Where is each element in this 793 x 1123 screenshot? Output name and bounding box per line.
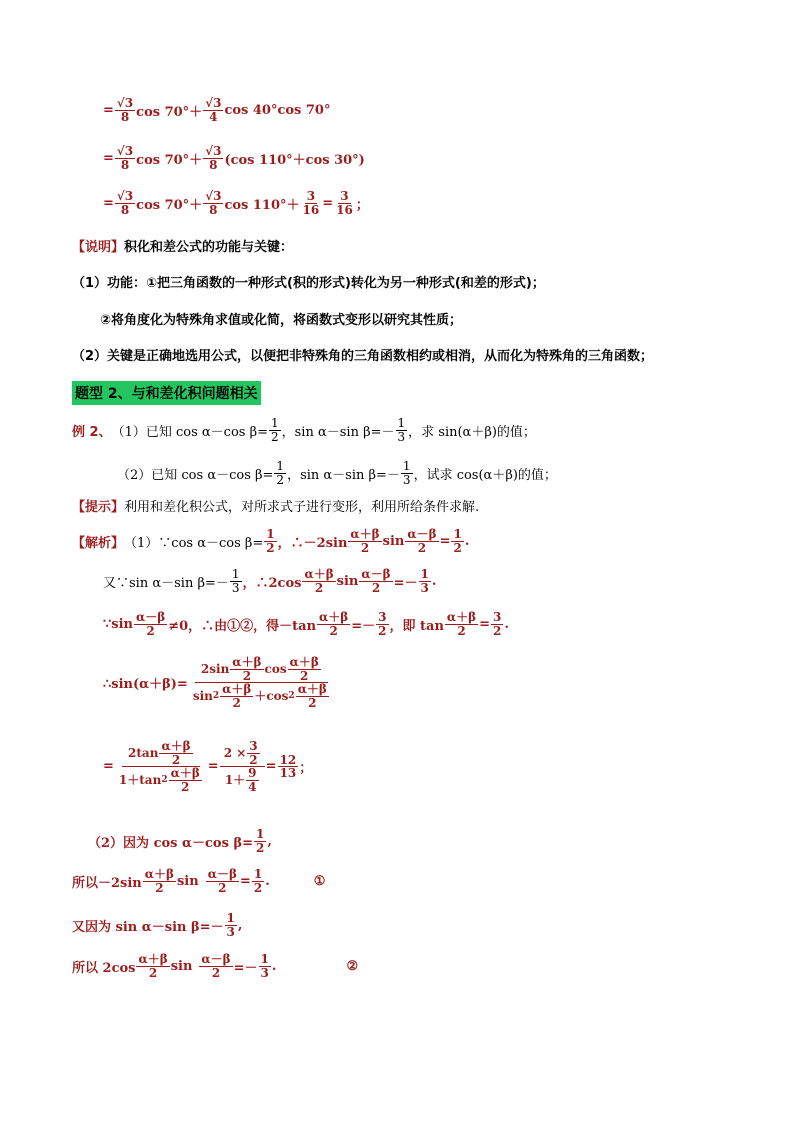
fraction-sqrt3-over-8: $\frac{√3}{8}$ [116,144,134,172]
fraction-alpha-minus-beta-over-2: $\frac{\alpha-\beta}{2}$ [361,567,391,595]
term-cos70: cos 70°＋ [136,197,203,213]
hint-bracket: 【提示】 [72,500,125,515]
fraction-sqrt3-over-8: $\frac{√3}{8}$ [116,189,134,217]
part2-line-2: 所以－2sin α＋β 2 sin $\frac{\alpha-\beta}{2}$ = $\frac{1}{2}$ . ① [72,867,326,895]
fraction-1-over-2: $\frac{1}{2}$ [266,527,275,555]
equation-marker-2: ② [346,958,359,974]
fraction-1-over-2: $\frac{1}{2}$ [276,459,285,487]
section-title [72,381,261,405]
fraction-1-over-3: 1 3 [231,567,240,595]
fraction-sqrt3-over-8: √3 8 [205,144,222,172]
fraction-alpha-minus-beta-over-2: $\frac{\alpha-\beta}{2}$ [201,952,231,980]
part2-line-4: 所以 2cos α＋β 2 sin $\frac{\alpha-\beta}{2}$ =－ 1 3 . ② [72,952,359,980]
formula-line-2 [103,145,365,171]
fraction-sqrt3-over-8: $\frac{√3}{8}$ [116,96,134,124]
fraction-alpha-plus-beta-over-2: α＋β 2 [161,739,191,767]
hint-line [72,496,479,515]
fraction-1-over-3: 1 3 [260,952,269,980]
formula-line-1 [103,97,330,123]
solution-line-4: ∴sin(α＋β)= 2sin α＋β 2 cos α＋β 2 sin 2 α＋β 2 ＋cos 2 α＋β 2 [103,656,335,709]
big-fraction-numeric: 2 × $\frac{3}{2}$ 1＋ 9 4 [220,740,265,793]
fraction-alpha-plus-beta-over-2: α＋β 2 [304,567,334,595]
fraction-alpha-plus-beta-over-2: α＋β 2 [222,682,252,710]
term-cos70: cos 70°＋ [136,104,203,120]
equals-sign: = [322,195,334,211]
solution-line-3: ∵sin α－β 2 ≠0，∴由①②，得－tan $\frac{\alpha+\beta}{2}$ =－ 3 2 ，即 tan $\frac{\alpha+\beta}{2}$ = $\frac{3}{2}$ . [103,610,509,638]
note-text: 积化和差公式的功能与关键： [124,240,294,255]
fraction-alpha-plus-beta-over-2: α＋β 2 [350,527,380,555]
note-point-2: （2）关键是正确地选用公式，以便把非特殊角的三角函数相约或相消，从而化为特殊角的三角函数； [72,349,654,364]
example-question-2: （2）已知 cos α－cos β= $\frac{1}{2}$ ，sin α－sin β=－ 1 3 ，试求 cos(α＋β)的值； [117,459,557,487]
fraction-alpha-plus-beta-over-2: α＋β 2 [232,655,262,683]
section-tag: 题型 2、与和差化积问题相关 [72,381,261,405]
solution-bracket: 【解析】 [72,535,125,551]
fraction-1-over-3: 1 3 [420,567,429,595]
fraction-alpha-plus-beta-over-2: α＋β 2 [138,952,168,980]
fraction-1-over-3: 1 3 [402,459,411,487]
fraction-alpha-plus-beta-over-2: α＋β 2 [144,867,174,895]
fraction-1-over-2: $\frac{1}{2}$ [255,827,265,855]
term-cos110-cos30: (cos 110°＋cos 30°) [224,152,365,168]
fraction-alpha-minus-beta-over-2: $\frac{\alpha-\beta}{2}$ [407,527,437,555]
equals-sign: = [103,195,114,211]
note-heading [72,236,293,255]
fraction-9-over-4: 9 4 [248,766,257,794]
fraction-1-over-2: $\frac{1}{2}$ [453,527,462,555]
big-fraction-tan: 2tan α＋β 2 1＋tan 2 α＋β 2 [118,739,200,794]
term-cos40cos70: cos 40°cos 70° [224,102,331,118]
fraction-alpha-plus-beta-over-2: α＋β 2 [289,655,319,683]
fraction-3-over-2: $\frac{3}{2}$ [249,739,258,767]
example-question-1: 例 2、 （1）已知 cos α－cos β= $\frac{1}{2}$ ，sin α－sin β=－ 1 3 ，求 sin(α＋β)的值； [72,416,536,444]
fraction-12-over-13: $\frac{12}{13}$ [279,752,297,781]
fraction-alpha-minus-beta-over-2: $\frac{\alpha-\beta}{2}$ [207,867,237,895]
equals-sign: = [103,150,114,166]
example-label: 例 2、 [72,424,112,440]
big-fraction-sin-sum: 2sin α＋β 2 cos α＋β 2 sin 2 α＋β 2 ＋cos 2 α＋β 2 [192,655,327,710]
fraction-3-over-16-result: $\frac{3}{16}$ [336,189,353,217]
fraction-alpha-plus-beta-over-2: $\frac{\alpha+\beta}{2}$ [446,610,477,638]
fraction-sqrt3-over-8: √3 8 [205,189,222,217]
fraction-1-over-3: 1 3 [226,911,235,939]
fraction-alpha-plus-beta-over-2: $\frac{\alpha+\beta}{2}$ [319,610,349,638]
part2-line-1: （2）因为 cos α－cos β= $\frac{1}{2}$ , [88,827,272,855]
hint-text: 利用和差化积公式，对所求式子进行变形，利用所给条件求解. [124,500,480,515]
fraction-alpha-minus-beta-over-2: α－β 2 [135,610,166,638]
term-cos70: cos 70°＋ [136,152,203,168]
fraction-1-over-3: 1 3 [397,416,406,444]
solution-line-5: = 2tan α＋β 2 1＋tan 2 α＋β 2 = 2 × $\frac{3}{2}$ 1＋ 9 4 = $\frac{12}{13}$ ； [103,739,313,794]
term-cos110: cos 110°＋ [224,197,300,213]
equation-marker-1: ① [313,873,326,889]
fraction-3-over-16: $\frac{3}{16}$ [302,189,320,217]
part2-line-3: 又因为 sin α－sin β=－ 1 3 , [72,911,243,939]
note-point-1: （1）功能：①把三角函数的一种形式(积的形式)转化为另一种形式(和差的形式)； [72,276,545,291]
equals-sign: = [103,102,114,118]
fraction-1-over-2: $\frac{1}{2}$ [253,867,263,895]
fraction-3-over-2: $\frac{3}{2}$ [493,610,502,638]
formula-line-3: = $\frac{√3}{8}$ cos 70°＋ √3 8 cos 110°＋ $\frac{3}{16}$ = $\frac{3}{16}$ ； [103,189,369,217]
fraction-sqrt3-over-4: √3 4 [205,96,222,124]
solution-line-1: 【解析】 （1）∵cos α－cos β= $\frac{1}{2}$ ，∴－2sin α＋β 2 sin $\frac{\alpha-\beta}{2}$ = $\frac{1}{2}$ . [72,527,470,555]
fraction-alpha-plus-beta-over-2: α＋β 2 [170,766,200,794]
note-point-1b: ②将角度化为特殊角求值或化简，将函数式变形以研究其性质； [100,313,463,328]
fraction-alpha-plus-beta-over-2: α＋β 2 [297,682,327,710]
fraction-3-over-2: 3 2 [378,610,387,638]
fraction-1-over-2: $\frac{1}{2}$ [271,416,279,444]
solution-line-2: 又∵sin α－sin β=－ 1 3 ，∴2cos α＋β 2 sin $\frac{\alpha-\beta}{2}$ =－ 1 3 . [103,567,437,595]
note-bracket: 【说明】 [72,240,125,255]
